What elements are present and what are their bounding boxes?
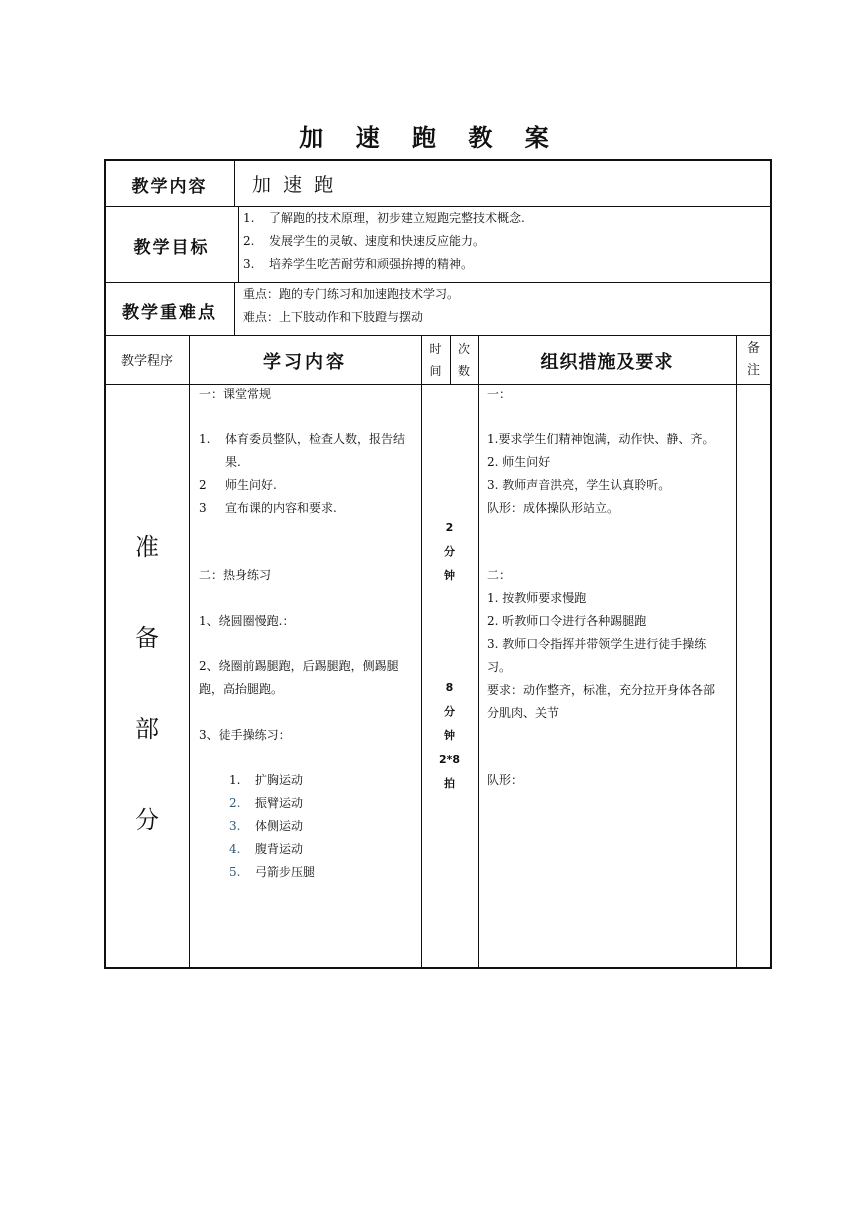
col-divider (189, 335, 190, 968)
warmup-item: 跑，高抬腿跑。 (199, 682, 284, 696)
row-divider (105, 335, 771, 336)
header-time: 时 间 (429, 342, 442, 378)
exercise-item: 5. 弓箭步压腿 (229, 865, 316, 879)
org-line: 2. 听教师口令进行各种踢腿跑 (487, 614, 647, 628)
section-char: 备 (135, 624, 159, 652)
header-organization: 组织措施及要求 (540, 352, 674, 373)
content-value: 加 速 跑 (252, 174, 337, 196)
exercise-item: 1. 扩胸运动 (229, 773, 304, 787)
list-item: 3 宣布课的内容和要求. (199, 501, 337, 515)
part1-list (199, 428, 419, 520)
exercise-item: 3. 体侧运动 (229, 819, 304, 833)
col-divider (234, 160, 235, 206)
section-char: 部 (135, 715, 159, 743)
document-title: 加 速 跑 教 案 (299, 124, 561, 152)
col-divider (238, 206, 239, 282)
col-divider (421, 335, 422, 968)
col-divider (234, 282, 235, 335)
warmup-item: 3、徒手操练习： (199, 728, 291, 742)
part1-title: 一：课堂常规 (199, 387, 272, 401)
goal-item: 2. 发展学生的灵敏、速度和快速反应能力。 (243, 234, 486, 248)
section-char: 分 (135, 806, 159, 834)
list-item: 2 师生问好. (199, 478, 277, 492)
org-part1-list (487, 428, 735, 520)
org-line: 2. 师生问好 (487, 455, 551, 469)
key-point: 重点：跑的专门练习和加速跑技术学习。 (243, 287, 460, 301)
org-line: 习。 (487, 660, 512, 674)
exercise-item: 2. 振臂运动 (229, 796, 304, 810)
header-remark: 备 注 (746, 341, 760, 378)
goals-label: 教学目标 (133, 238, 210, 258)
section-char: 准 (135, 533, 159, 561)
col-divider (736, 335, 737, 968)
col-divider (478, 335, 479, 968)
org-line: 队形：成体操队形站立。 (487, 501, 620, 515)
time-block-2: 8 分 钟 2*8 拍 (438, 681, 461, 790)
hard-point: 难点：上下肢动作和下肢蹬与摆动 (243, 310, 424, 324)
org-formation: 队形： (487, 773, 524, 787)
org-part2-title: 二： (487, 568, 512, 582)
org-line: 要求：动作整齐，标准，充分拉开身体各部 (487, 683, 716, 697)
org-line: 3. 教师口令指挥并带领学生进行徒手操练 (487, 637, 707, 651)
list-item: 1. 体育委员整队，检查人数，报告结 (199, 432, 406, 446)
header-content: 学习内容 (263, 352, 347, 373)
goals-list (243, 207, 525, 276)
org-line: 1. 按教师要求慢跑 (487, 591, 587, 605)
list-item: 果. (225, 455, 241, 469)
org-part1-title: 一： (487, 387, 512, 401)
difficulty-list (243, 283, 459, 329)
part2-title: 二：热身练习 (199, 568, 272, 582)
warmup-item: 2、绕圈前踢腿跑，后踢腿跑，侧踢腿 (199, 659, 399, 673)
goal-item: 3. 培养学生吃苦耐劳和顽强拚搏的精神。 (243, 257, 474, 271)
org-line: 分肌肉、关节 (487, 706, 560, 720)
org-line: 3. 教师声音洪亮，学生认真聆听。 (487, 478, 671, 492)
warmup-item: 1、绕圆圈慢跑.： (199, 614, 295, 628)
difficulty-label: 教学重难点 (122, 303, 217, 323)
header-procedure: 教学程序 (120, 354, 173, 369)
header-count: 次 数 (457, 342, 470, 378)
content-label: 教学内容 (131, 177, 208, 197)
org-part2-list (487, 587, 735, 725)
time-block-1: 2 分 钟 (444, 521, 455, 582)
org-line: 1.要求学生们精神饱满，动作快、静、齐。 (487, 432, 715, 446)
exercise-item: 4. 腹背运动 (229, 842, 304, 856)
exercise-list (229, 769, 315, 884)
goal-item: 1. 了解跑的技术原理，初步建立短跑完整技术概念. (243, 211, 525, 225)
